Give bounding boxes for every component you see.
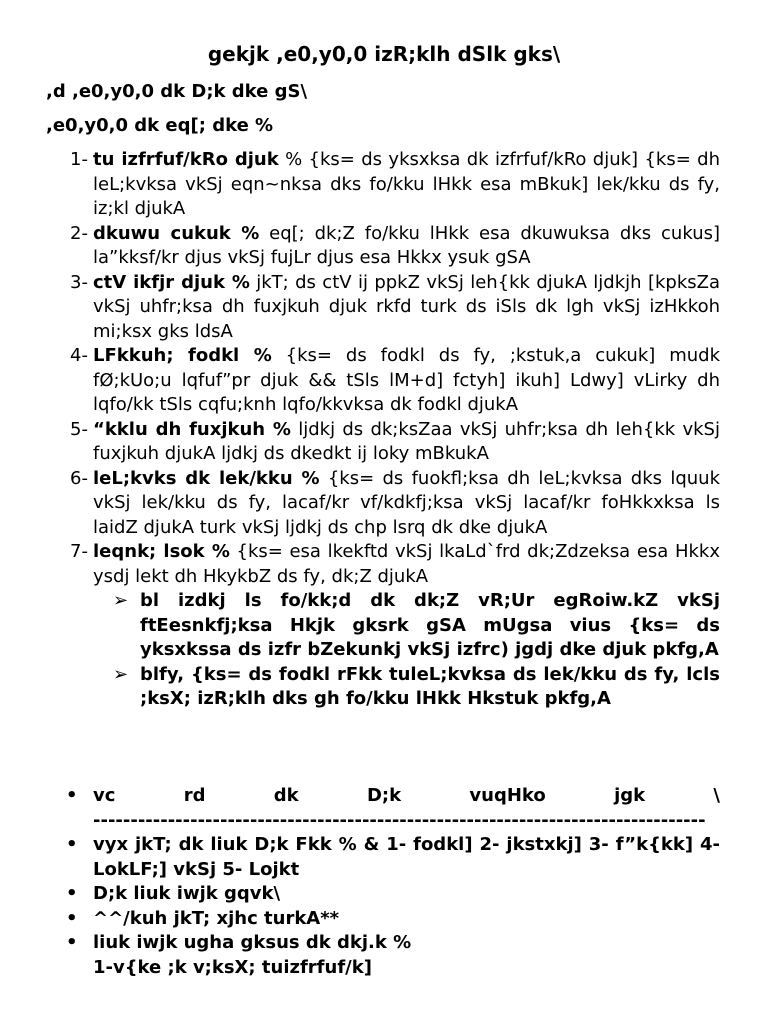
item-number: 5- bbox=[70, 418, 88, 440]
item-text: % {ks= ds yksxksa dk izfrfuf/kRo djuk] {ks= dh leL;kvksa vkSj eqn~nksa dks fo/kku lHkk esa mBkuk] lek/kku ds fy, iz;kl djukA bbox=[93, 149, 720, 219]
bullet-item bbox=[0, 784, 768, 833]
word: D;k bbox=[366, 785, 402, 806]
bullet-item bbox=[0, 931, 768, 980]
sub-list-item bbox=[0, 589, 768, 663]
word: dk bbox=[273, 785, 299, 806]
bullet-dot-icon: • bbox=[66, 907, 78, 929]
bullet-dot-icon: • bbox=[66, 883, 78, 904]
arrow-bullet-icon: ➢ bbox=[113, 590, 129, 611]
bullet-text: ^^/kuh jkT; xjhc turkA** bbox=[93, 907, 340, 929]
item-text: ljdkj ds dk;ksZaa vkSj uhfr;ksa dh leh{kk vkSj fuxjkuh djukA ljdkj ds dkedkt ij loky mBkukA bbox=[93, 418, 720, 464]
bullet-item bbox=[0, 833, 768, 882]
bullet-text: D;k liuk iwjk gqvk\ bbox=[93, 883, 281, 904]
item-text: {ks= esa lkekftd vkSj lkaLd`frd dk;Zdzeksa esa Hkkx ysdj lekt dh HkykbZ ds fy, dk;Z djukA bbox=[93, 541, 720, 587]
list-item bbox=[0, 222, 768, 271]
item-number: 6- bbox=[70, 467, 88, 489]
bullet-item bbox=[0, 907, 768, 932]
dashed-line: ---------------------------------------------------------------------------------- bbox=[93, 809, 706, 831]
item-text: eq[; dk;Z fo/kku lHkk esa dkuwuksa dks cukus] la”kksf/kr djus vkSj fujLr djus esa Hkkx ysuk gSA bbox=[93, 222, 721, 268]
item-title: dkuwu cukuk % bbox=[93, 222, 260, 244]
bullet-continuation-text: 1-v{ke ;k v;ksX; tuizfrfuf/k] bbox=[93, 956, 372, 978]
numbered-list bbox=[0, 148, 768, 712]
bullet-text: vyx jkT; dk liuk D;k Fkk % & 1- fodkl] 2- jkstxkj] 3- f”k{kk] 4- LokLF;] vkSj 5- Lojkt bbox=[93, 834, 720, 880]
item-number: 7- bbox=[70, 541, 88, 562]
bullet-dot-icon: • bbox=[66, 834, 78, 855]
list-item bbox=[0, 344, 768, 418]
section-heading-main-work: ,e0,y0,0 dk eq[; dke % bbox=[46, 115, 274, 136]
bullet-text: liuk iwjk ugha gksus dk dkj.k % bbox=[93, 932, 412, 953]
item-title: leL;kvks dk lek/kku % bbox=[93, 467, 320, 489]
item-number: 3- bbox=[70, 271, 88, 293]
bullet-list bbox=[0, 784, 768, 980]
bullet-dot-icon: • bbox=[66, 932, 78, 953]
item-title: tu izfrfuf/kRo djuk bbox=[93, 149, 279, 170]
list-item bbox=[0, 540, 768, 589]
item-number: 2- bbox=[70, 222, 88, 244]
item-text: {ks= ds fodkl ds fy, ;kstuk,a cukuk] mudk fØ;kUo;u lqfuf”pr djuk && tSls lM+d] fctyh] ikuh] Ldwy] vLirky dh lqfo/kk tSls cqfu;knh lqfo/kkvksa dk fodkl djukA bbox=[93, 345, 720, 415]
item-number: 1- bbox=[70, 149, 88, 170]
list-item bbox=[0, 467, 768, 541]
item-text: jkT; ds ctV ij ppkZ vkSj leh{kk djukA ljdkjh [kpksZa vkSj uhfr;ksa dh fuxjkuh djuk rkfd turk ds iSls dk lgh vkSj izHkkoh mi;ksx gks ldsA bbox=[93, 271, 720, 342]
arrow-bullet-icon: ➢ bbox=[113, 663, 129, 685]
item-title: LFkkuh; fodkl % bbox=[93, 345, 272, 366]
word: vuqHko bbox=[469, 785, 546, 806]
item-title: “kklu dh fuxjkuh % bbox=[93, 418, 291, 440]
sub-list-item bbox=[0, 663, 768, 712]
word: jgk bbox=[614, 785, 646, 806]
list-item bbox=[0, 271, 768, 345]
sub-item-text: blfy, {ks= ds fodkl rFkk tuleL;kvksa ds lek/kku ds fy, lcls ;ksX; izR;klh dks gh fo/kku lHkk Hkstuk pkfg,A bbox=[140, 663, 720, 709]
section-heading-role: ,d ,e0,y0,0 dk D;k dke gS\ bbox=[46, 81, 308, 102]
list-item bbox=[0, 418, 768, 467]
item-title: ctV ikfjr djuk % bbox=[93, 271, 250, 293]
word: rd bbox=[183, 785, 206, 806]
item-number: 4- bbox=[70, 345, 88, 366]
word: \ bbox=[713, 785, 720, 806]
list-item bbox=[0, 148, 768, 222]
item-title: leqnk; lsok % bbox=[93, 541, 230, 562]
item-text: {ks= ds fuokfl;ksa dh leL;kvksa dks lquuk vkSj lek/kku ds fy, lacaf/kr vf/kdkfj;ksa vkSj lacaf/kr foHkkxksa ls laidZ djukA turk vkSj ljdkj ds chp lsrq dk dke djukA bbox=[93, 467, 720, 538]
sub-item-text: bl izdkj ls fo/kk;d dk dk;Z vR;Ur egRoiw.kZ vkSj ftEesnkfj;ksa Hkjk gksrk gSA mUgsa vius {ks= ds yksxkssa ds izfr bZekunkj vkSj izfrc) jgdj dke djuk pkfg,A bbox=[140, 590, 720, 660]
word: vc bbox=[93, 785, 116, 806]
bullet-dot-icon: • bbox=[66, 785, 78, 806]
page-title: gekjk ,e0,y0,0 izR;klh dSlk gks\ bbox=[207, 42, 561, 66]
bullet-question-line bbox=[93, 784, 720, 809]
bullet-item bbox=[0, 882, 768, 907]
